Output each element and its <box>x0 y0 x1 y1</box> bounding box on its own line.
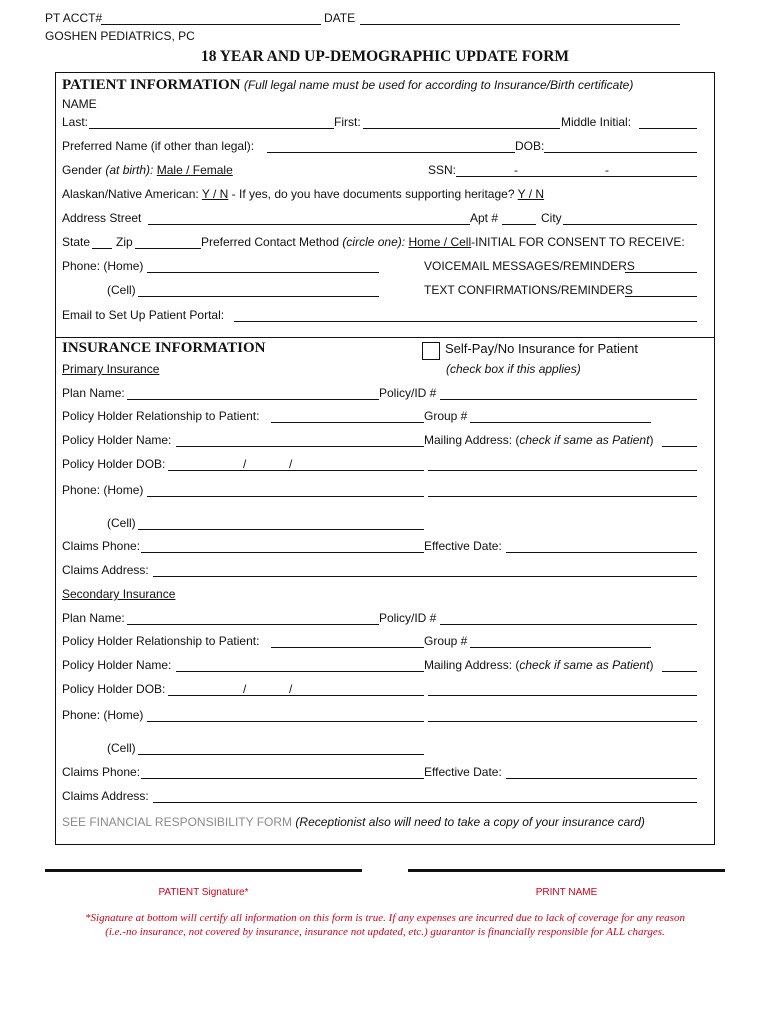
contact-options[interactable]: Home / Cell <box>408 235 472 249</box>
secondary-policy-label: Policy/ID # <box>379 611 437 625</box>
primary-claims-phone-field[interactable] <box>141 552 424 553</box>
alaskan-options[interactable]: Y / N <box>201 187 229 201</box>
secondary-plan-label: Plan Name: <box>62 611 125 625</box>
primary-heading <box>62 362 159 376</box>
selfpay-checkbox[interactable] <box>422 342 440 360</box>
text-initial-field[interactable] <box>625 296 697 297</box>
insurance-section-title: INSURANCE INFORMATION <box>62 340 266 356</box>
secondary-dob-sep-1: / <box>243 682 247 696</box>
form-title: 18 YEAR AND UP-DEMOGRAPHIC UPDATE FORM <box>200 48 570 65</box>
primary-plan-field[interactable] <box>127 399 379 400</box>
consent-label: -INITIAL FOR CONSENT TO RECEIVE: <box>471 235 685 249</box>
name-label: NAME <box>62 97 97 111</box>
apt-label: Apt # <box>470 211 499 225</box>
primary-mailing-note: check if same as Patient <box>519 433 650 447</box>
financial-form-label: SEE FINANCIAL RESPONSIBILITY FORM <box>62 815 293 829</box>
contact-label: Preferred Contact Method <box>201 235 340 249</box>
first-name-field[interactable] <box>363 128 560 129</box>
email-label: Email to Set Up Patient Portal: <box>62 308 225 322</box>
ssn-label: SSN: <box>428 163 457 177</box>
primary-mailing-same-field[interactable] <box>662 446 697 447</box>
primary-group-label: Group # <box>424 409 468 423</box>
secondary-claims-phone-label: Claims Phone: <box>62 765 141 779</box>
primary-claims-address-label: Claims Address: <box>62 563 149 577</box>
secondary-plan-field[interactable] <box>127 624 379 625</box>
last-label: Last: <box>62 115 89 129</box>
primary-mailing-close: ) <box>649 433 654 447</box>
secondary-mailing-label: Mailing Address: ( <box>424 658 520 672</box>
zip-label: Zip <box>116 235 133 249</box>
patient-signature-label: PATIENT Signature* <box>158 887 249 898</box>
selfpay-note: (check box if this applies) <box>446 362 581 376</box>
secondary-group-field[interactable] <box>470 647 651 648</box>
first-label: First: <box>334 115 361 129</box>
primary-claims-phone-label: Claims Phone: <box>62 539 141 553</box>
primary-policy-field[interactable] <box>440 399 697 400</box>
contact-note: (circle one): <box>342 235 406 249</box>
primary-phone-home-label: Phone: (Home) <box>62 483 144 497</box>
phone-home-label: Phone: (Home) <box>62 259 144 273</box>
secondary-phone-home-label: Phone: (Home) <box>62 708 144 722</box>
acct-field[interactable] <box>101 24 321 25</box>
secondary-mailing-close: ) <box>649 658 654 672</box>
secondary-claims-address-label: Claims Address: <box>62 789 149 803</box>
address-label: Address Street <box>62 211 142 225</box>
primary-phone-cell-label: (Cell) <box>107 516 136 530</box>
secondary-effective-label: Effective Date: <box>424 765 502 779</box>
gender-label: Gender <box>62 163 103 177</box>
date-label: DATE <box>324 11 356 25</box>
dob-label: DOB: <box>515 139 545 153</box>
address-street-field[interactable] <box>148 224 470 225</box>
middle-label: Middle Initial: <box>561 115 632 129</box>
gender-note: (at birth): <box>105 163 154 177</box>
primary-phone-home-field[interactable] <box>147 496 424 497</box>
phone-cell-field[interactable] <box>138 296 379 297</box>
selfpay-label: Self-Pay/No Insurance for Patient <box>445 341 638 356</box>
secondary-claims-address-field[interactable] <box>153 802 697 803</box>
acct-label: PT ACCT# <box>45 11 103 25</box>
heritage-options[interactable]: Y / N <box>517 187 545 201</box>
secondary-mailing-note: check if same as Patient <box>519 658 650 672</box>
secondary-mailing-same-field[interactable] <box>662 671 697 672</box>
secondary-holder-dob-field[interactable] <box>168 695 424 696</box>
secondary-dob-sep-2: / <box>289 682 293 696</box>
primary-heading-text: Primary Insurance <box>62 362 160 376</box>
primary-policy-label: Policy/ID # <box>379 386 437 400</box>
alaskan-row <box>62 187 544 201</box>
print-name-label: PRINT NAME <box>535 887 598 898</box>
secondary-policy-field[interactable] <box>440 624 697 625</box>
secondary-mailing-line-2[interactable] <box>428 721 697 722</box>
city-field[interactable] <box>563 224 697 225</box>
secondary-mailing-line-1[interactable] <box>428 695 697 696</box>
last-name-field[interactable] <box>89 128 334 129</box>
middle-initial-field[interactable] <box>639 128 697 129</box>
primary-effective-label: Effective Date: <box>424 539 502 553</box>
primary-effective-field[interactable] <box>506 552 697 553</box>
phone-cell-label: (Cell) <box>107 283 136 297</box>
primary-mailing-row <box>424 433 653 447</box>
phone-home-field[interactable] <box>147 272 379 273</box>
ssn-sep-1: - <box>514 163 518 177</box>
secondary-phone-home-field[interactable] <box>147 721 424 722</box>
heritage-label: - If yes, do you have documents supporting heritage? <box>228 187 515 201</box>
voicemail-label: VOICEMAIL MESSAGES/REMINDERS <box>424 259 635 273</box>
practice-name: GOSHEN PEDIATRICS, PC <box>45 29 195 43</box>
primary-mailing-label: Mailing Address: ( <box>424 433 520 447</box>
secondary-holder-dob-label: Policy Holder DOB: <box>62 682 166 696</box>
primary-holder-dob-label: Policy Holder DOB: <box>62 457 166 471</box>
secondary-mailing-row <box>424 658 653 672</box>
primary-group-field[interactable] <box>470 422 651 423</box>
patient-section-title: PATIENT INFORMATION <box>62 77 241 93</box>
zip-field[interactable] <box>135 248 201 249</box>
primary-mailing-line-2[interactable] <box>428 496 697 497</box>
disclaimer-line-2: (i.e.-no insurance, not covered by insurance, insurance not updated, etc.) guarantor is financially responsible for ALL charges. <box>105 926 665 938</box>
secondary-holder-name-field[interactable] <box>176 671 424 672</box>
gender-options[interactable]: Male / Female <box>156 163 233 177</box>
text-label: TEXT CONFIRMATIONS/REMINDERS <box>424 283 633 297</box>
secondary-relationship-field[interactable] <box>271 647 424 648</box>
secondary-relationship-label: Policy Holder Relationship to Patient: <box>62 634 260 648</box>
secondary-claims-phone-field[interactable] <box>141 778 424 779</box>
secondary-holder-name-label: Policy Holder Name: <box>62 658 172 672</box>
gender-row <box>62 163 233 177</box>
contact-row <box>201 235 685 249</box>
secondary-heading <box>62 587 175 601</box>
secondary-heading-text: Secondary Insurance <box>62 587 176 601</box>
email-field[interactable] <box>234 321 697 322</box>
ssn-field[interactable] <box>456 176 697 177</box>
financial-row <box>62 815 645 829</box>
financial-note: (Receptionist also will need to take a copy of your insurance card) <box>295 815 645 829</box>
preferred-name-field[interactable] <box>267 152 515 153</box>
state-label: State <box>62 235 91 249</box>
patient-signature-line[interactable] <box>45 869 362 872</box>
secondary-phone-cell-field[interactable] <box>138 754 424 755</box>
secondary-effective-field[interactable] <box>506 778 697 779</box>
primary-dob-sep-1: / <box>243 457 247 471</box>
primary-dob-sep-2: / <box>289 457 293 471</box>
primary-mailing-line-1[interactable] <box>428 470 697 471</box>
city-label: City <box>541 211 562 225</box>
state-field[interactable] <box>92 248 112 249</box>
print-name-line[interactable] <box>408 869 725 872</box>
secondary-phone-cell-label: (Cell) <box>107 741 136 755</box>
ssn-sep-2: - <box>605 163 609 177</box>
apt-field[interactable] <box>502 224 536 225</box>
disclaimer-line-1: *Signature at bottom will certify all information on this form is true. If any expenses are incurred due to lack of coverage for any reason <box>85 912 685 924</box>
patient-section <box>55 72 715 338</box>
primary-claims-address-field[interactable] <box>153 576 697 577</box>
alaskan-label: Alaskan/Native American: <box>62 187 199 201</box>
preferred-name-label: Preferred Name (if other than legal): <box>62 139 255 153</box>
primary-relationship-field[interactable] <box>271 422 424 423</box>
primary-holder-dob-field[interactable] <box>168 470 424 471</box>
patient-section-note: (Full legal name must be used for according to Insurance/Birth certificate) <box>243 78 634 92</box>
primary-plan-label: Plan Name: <box>62 386 125 400</box>
date-field[interactable] <box>360 24 680 25</box>
dob-field[interactable] <box>544 152 697 153</box>
patient-heading <box>62 77 633 94</box>
voicemail-initial-field[interactable] <box>625 272 697 273</box>
primary-holder-name-label: Policy Holder Name: <box>62 433 172 447</box>
primary-phone-cell-field[interactable] <box>138 529 424 530</box>
primary-holder-name-field[interactable] <box>176 446 424 447</box>
primary-relationship-label: Policy Holder Relationship to Patient: <box>62 409 260 423</box>
secondary-group-label: Group # <box>424 634 468 648</box>
